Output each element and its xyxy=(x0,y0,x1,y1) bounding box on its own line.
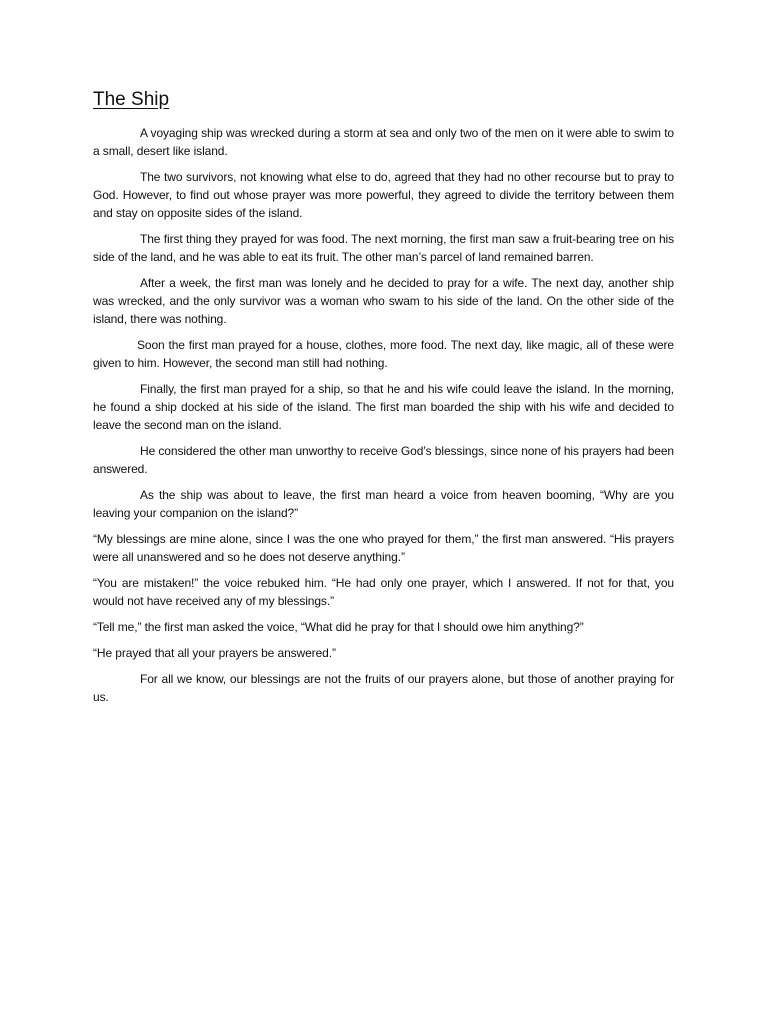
paragraph-7: He considered the other man unworthy to receive God’s blessings, since none of his prayers had been answered. xyxy=(93,444,674,476)
paragraph-11: “Tell me,” the first man asked the voice, “What did he pray for that I should owe him anything?” xyxy=(93,620,584,634)
paragraph-5: Soon the first man prayed for a house, clothes, more food. The next day, like magic, all of these were given to him. However, the second man still had nothing. xyxy=(93,338,674,370)
paragraph-12: “He prayed that all your prayers be answered.” xyxy=(93,646,336,660)
paragraph-13: For all we know, our blessings are not the fruits of our prayers alone, but those of another praying for us. xyxy=(93,672,674,704)
paragraph-8: As the ship was about to leave, the first man heard a voice from heaven booming, “Why are you leaving your companion on the island?” xyxy=(93,488,674,520)
paragraph-2: The two survivors, not knowing what else to do, agreed that they had no other recourse but to pray to God. However, to find out whose prayer was more powerful, they agreed to divide the territory between them and stay on opposite sides of the island. xyxy=(93,170,674,220)
paragraph-6: Finally, the first man prayed for a ship, so that he and his wife could leave the island. In the morning, he found a ship docked at his side of the island. The first man boarded the ship with his wife and decided to leave the second man on the island. xyxy=(93,382,674,432)
document-page xyxy=(93,88,674,714)
paragraph-10: “You are mistaken!” the voice rebuked him. “He had only one prayer, which I answered. If not for that, you would not have received any of my blessings.” xyxy=(93,576,674,608)
paragraph-4: After a week, the first man was lonely and he decided to pray for a wife. The next day, another ship was wrecked, and the only survivor was a woman who swam to his side of the land. On the other side of the island, there was nothing. xyxy=(93,276,674,326)
paragraph-3: The first thing they prayed for was food. The next morning, the first man saw a fruit-bearing tree on his side of the land, and he was able to eat its fruit. The other man’s parcel of land remained barren. xyxy=(93,232,674,264)
paragraph-9: “My blessings are mine alone, since I was the one who prayed for them,” the first man answered. “His prayers were all unanswered and so he does not deserve anything.” xyxy=(93,532,674,564)
document-title: The Ship xyxy=(93,89,170,110)
paragraph-1: A voyaging ship was wrecked during a storm at sea and only two of the men on it were able to swim to a small, desert like island. xyxy=(93,126,674,158)
